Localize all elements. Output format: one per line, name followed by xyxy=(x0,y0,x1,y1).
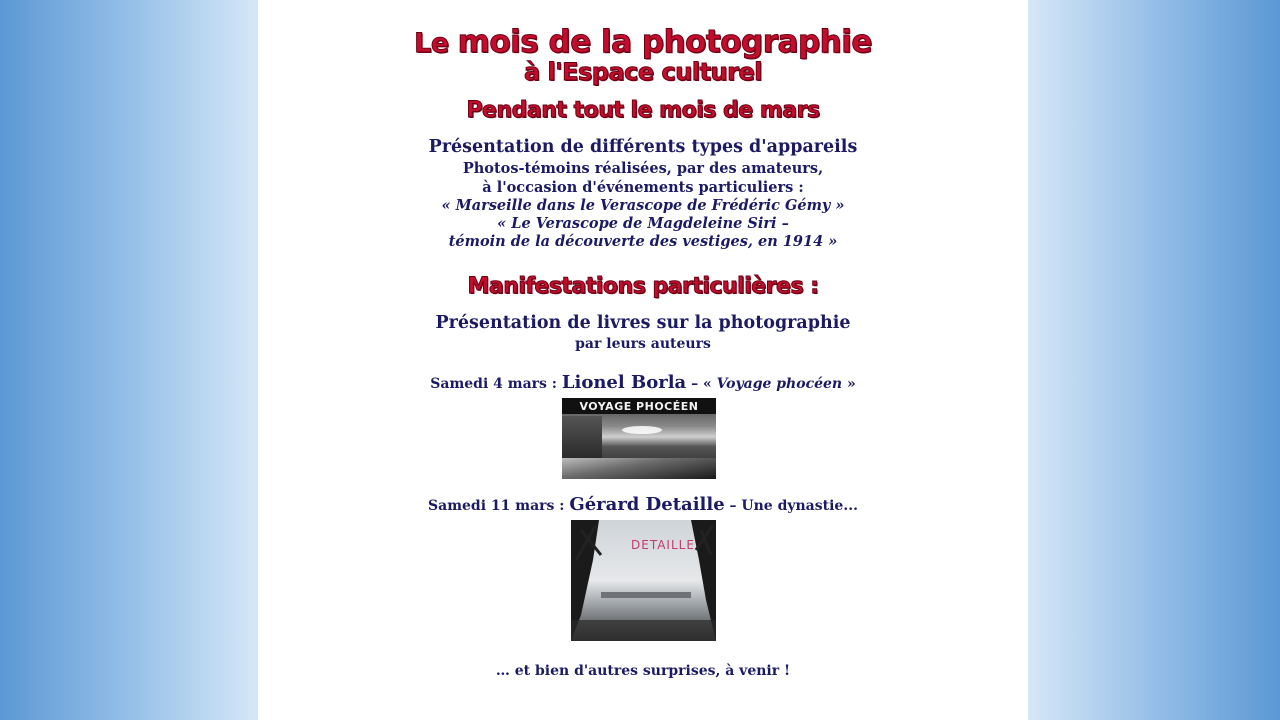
closing-line: … et bien d'autres surprises, à venir ! xyxy=(495,663,791,679)
presentation-line-1: Photos-témoins réalisées, par des amateurs, xyxy=(462,160,824,177)
presentation-line-5: témoin de la découverte des vestiges, en 1914 » xyxy=(448,233,838,250)
title-line-3: Pendant tout le mois de mars xyxy=(466,98,820,123)
event-2-sep: – xyxy=(724,498,742,514)
presentation-heading: Présentation de différents types d'appareils xyxy=(428,137,858,157)
poster-page xyxy=(258,0,1028,720)
manifestations-byline: par leurs auteurs xyxy=(575,336,711,352)
event-1-sep: – « xyxy=(686,376,717,392)
event-2-work: Une dynastie... xyxy=(741,498,858,514)
title-line-2: à l'Espace culturel xyxy=(524,58,762,86)
background-right xyxy=(1028,0,1280,720)
event-1 xyxy=(258,372,1028,393)
book-cover-2-title: DETAILLE xyxy=(631,538,695,552)
event-1-date: Samedi 4 mars : xyxy=(430,376,562,392)
presentation-line-4: « Le Verascope de Magdeleine Siri – xyxy=(497,215,789,232)
event-1-author: Lionel Borla xyxy=(561,372,687,393)
book-cover-1-title: VOYAGE PHOCÉEN xyxy=(579,400,699,413)
title-line-1 xyxy=(258,24,1028,60)
manifestations-heading: Manifestations particulières : xyxy=(467,274,819,299)
title-le: Le xyxy=(414,28,458,59)
event-2 xyxy=(258,494,1028,515)
event-2-author: Gérard Detaille xyxy=(569,494,725,515)
book-cover-voyage-phoceen xyxy=(562,398,716,479)
book-cover-detaille xyxy=(571,520,716,641)
presentation-line-3: « Marseille dans le Verascope de Frédéric Gémy » xyxy=(441,197,845,214)
event-1-work: Voyage phocéen xyxy=(716,376,843,392)
title-mois: mois de la photographie xyxy=(457,24,872,60)
background-left xyxy=(0,0,258,720)
manifestations-subheading: Présentation de livres sur la photographie xyxy=(435,313,851,333)
presentation-line-2: à l'occasion d'événements particuliers : xyxy=(482,179,804,196)
event-1-end: » xyxy=(842,376,856,392)
event-2-date: Samedi 11 mars : xyxy=(428,498,570,514)
